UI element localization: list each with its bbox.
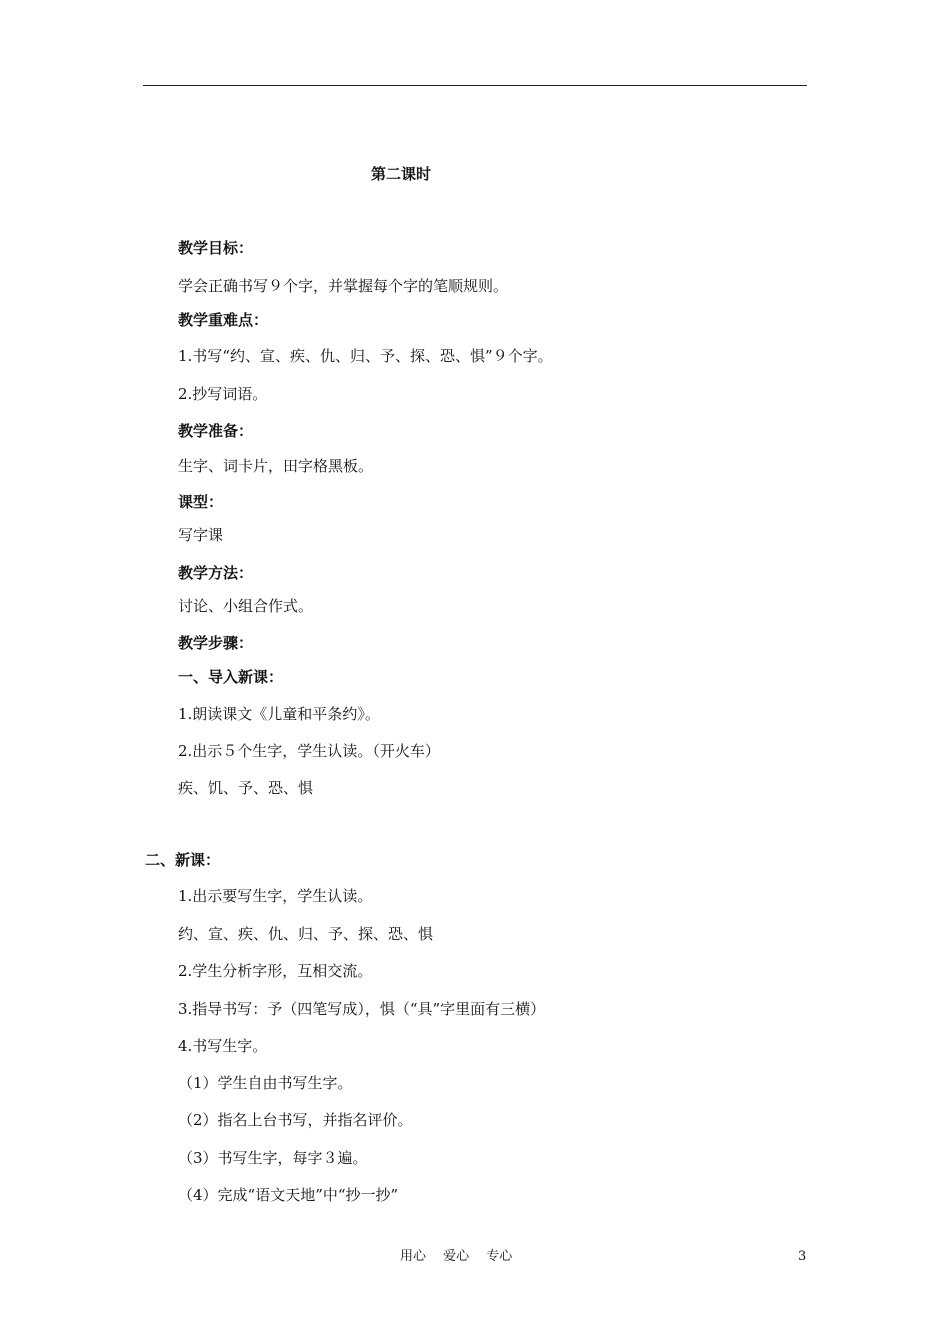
step-2-item-4: 3.指导书写：予（四笔写成），惧（“具”字里面有三横）: [178, 1000, 546, 1018]
step-1-item-2: 2.出示５个生字，学生认读。（开火车）: [178, 742, 440, 760]
footer-motto: 用心 爱心 专心: [400, 1249, 513, 1264]
step-2-item-3: 2.学生分析字形，互相交流。: [178, 962, 373, 980]
step-2-heading: 二、新课：: [145, 851, 221, 869]
goal-heading: 教学目标：: [178, 239, 254, 257]
step-2-sub-1: （1）学生自由书写生字。: [178, 1074, 353, 1092]
key-point-2: 2.抄写词语。: [178, 385, 268, 403]
method-text: 讨论、小组合作式。: [178, 597, 314, 615]
key-points-heading: 教学重难点：: [178, 311, 269, 329]
preparation-heading: 教学准备：: [178, 422, 254, 440]
step-1-item-3: 疾、饥、予、恐、惧: [178, 779, 314, 797]
step-2-item-1: 1.出示要写生字，学生认读。: [178, 887, 373, 905]
step-1-item-1: 1.朗读课文《儿童和平条约》。: [178, 705, 380, 723]
steps-heading: 教学步骤：: [178, 634, 254, 652]
step-2-item-2: 约、宣、疾、仇、归、予、探、恐、惧: [178, 925, 434, 943]
header-rule: [143, 85, 807, 86]
lesson-type-text: 写字课: [178, 526, 224, 544]
method-heading: 教学方法：: [178, 564, 254, 582]
step-2-sub-3: （3）书写生字，每字３遍。: [178, 1149, 368, 1167]
key-point-1: 1.书写“约、宣、疾、仇、归、予、探、恐、惧”９个字。: [178, 347, 553, 365]
preparation-text: 生字、词卡片，田字格黑板。: [178, 457, 374, 475]
page-number: 3: [798, 1249, 807, 1264]
step-2-sub-4: （4）完成“语文天地”中“抄一抄”: [178, 1186, 399, 1204]
goal-text: 学会正确书写９个字，并掌握每个字的笔顺规则。: [178, 277, 509, 295]
step-2-sub-2: （2）指名上台书写，并指名评价。: [178, 1111, 413, 1129]
lesson-type-heading: 课型：: [178, 493, 224, 511]
page-title: 第二课时: [371, 165, 432, 183]
step-2-item-5: 4.书写生字。: [178, 1037, 268, 1055]
step-1-heading: 一、导入新课：: [178, 668, 284, 686]
